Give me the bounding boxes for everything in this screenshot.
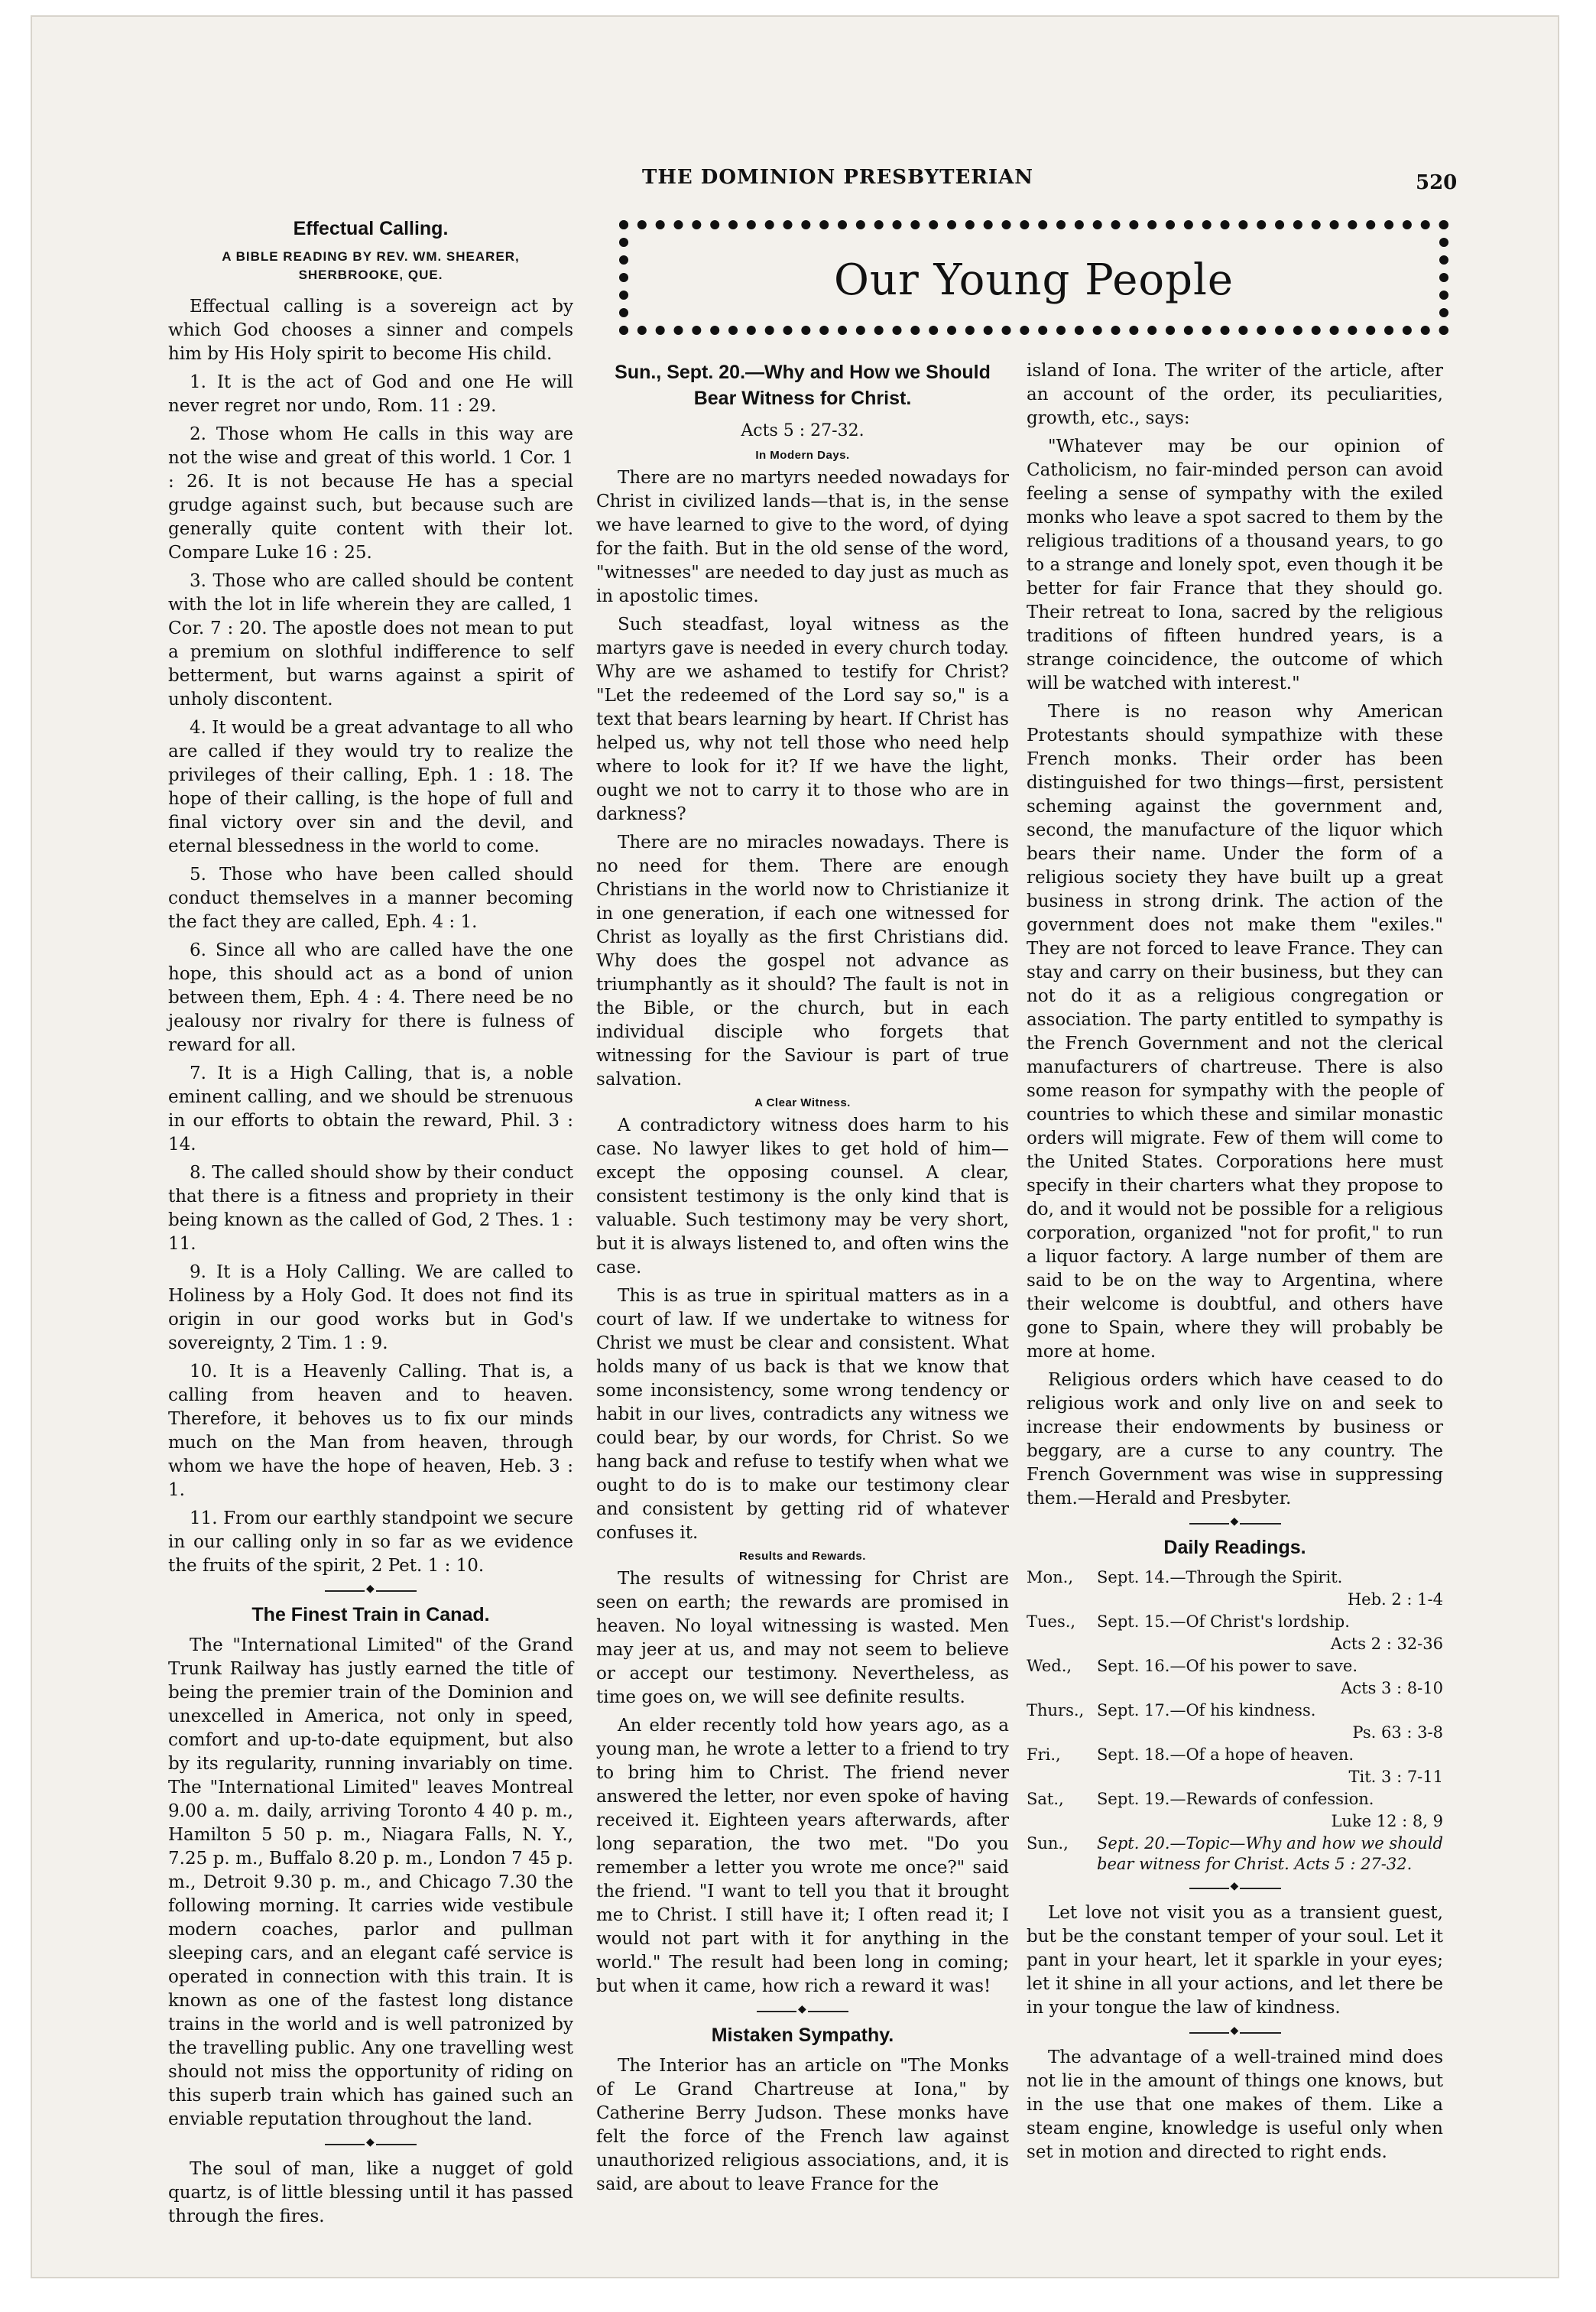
paragraph: There are no martyrs needed nowadays for Christ in civilized lands—that is, in the sense we have learned to give to the word, of dying for the faith. But in the old sense of the word, "witnesses" are needed to day just as much as in apostolic times. — [596, 468, 1009, 606]
paragraph: There is no reason why American Protestants should sympathize with these French monks. Their order has been distinguished for two things—first, persistent scheming against the government and, second, the manufacture of the liquor which bears their name. Under the form of a religious society they have built up a great business in strong drink. The action of the government does not make them "exiles." They are not forced to leave France. They can stay and carry on their business, but they can not do it as a religious congregation or association. The party entitled to sympathy is the French Government and not the clerical manufacturers of chartreuse. There is also some reason for sympathy with the people of countries to which these and similar monastic orders will migrate. Few of them will come to the United States. Corporations here must specify in their charters what they propose to do, and it would not be possible for a religious corporation, organized "not for profit," to run a liquor factory. A large number of them are said to be on the way to Argentina, where their welcome is doubtful, and others have gone to Spain, where they will probably be more at home. — [1027, 702, 1443, 1362]
table-row — [1027, 1677, 1443, 1700]
witness-title: Sun., Sept. 20.—Why and How we Should Bear Witness for Christ. — [615, 362, 991, 409]
effectual-calling-body — [168, 295, 573, 1578]
paragraph: An elder recently told how years ago, as a young man, he wrote a letter to a friend to try to bring him to Christ. The friend never answered the letter, nor even spoke of having received it. Eighteen years afterwards, after long separation, the two met. "Do you remember a letter you wrote me once?" said the friend. "I want to tell you that it brought me to Christ. I still have it; I often read it; I would not part with it for anything in the world." The result had been long in coming; but when it came, how rich a reward it was! — [596, 1716, 1009, 1996]
paragraph: 1. It is the act of God and one He will never regret nor undo, Rom. 11 : 29. — [168, 372, 573, 416]
reading-text: Sept. 20.—Topic—Why and how we should bear witness for Christ. Acts 5 : 27-32. — [1097, 1834, 1443, 1873]
table-row — [1027, 1722, 1443, 1744]
reading-ref: Heb. 2 : 1-4 — [1347, 1590, 1443, 1609]
reading-day: Sat., — [1027, 1790, 1064, 1808]
section-divider — [1189, 1888, 1281, 1889]
effectual-calling-byline: A BIBLE READING BY REV. WM. SHEARER, SHERBROOKE, QUE. — [222, 249, 520, 282]
section-divider — [1189, 1523, 1281, 1525]
paragraph: This is as true in spiritual matters as in a court of law. If we undertake to witness for Christ we must be clear and consistent. What holds many of us back is that we know that some inconsistency, some wrong tendency or habit in our lives, contradicts any witness we could bear, by our words, for Christ. So we hang back and refuse to testify when what we ought to do is to make our testimony clear and consistent by getting rid of whatever confuses it. — [596, 1286, 1009, 1543]
paragraph: The Interior has an article on "The Monks of Le Grand Chartreuse at Iona," by Catherine Berry Judson. These monks have felt the force of the French law against unauthorized religious associations, and, it is said, are about to leave France for the — [596, 2056, 1009, 2194]
reading-ref: Ps. 63 : 3-8 — [1352, 1723, 1443, 1742]
banner-title: Our Young People — [833, 255, 1234, 305]
daily-readings-title: Daily Readings. — [1163, 1537, 1306, 1558]
love-maxim: Let love not visit you as a transient guest, but be the constant temper of your soul. Let it pant in your heart, let it sparkle in your eyes; let it shine in all your actions, and let there be in your tongue the law of kindness. — [1027, 1903, 1443, 2018]
running-head: THE DOMINION PRESBYTERIAN — [642, 166, 1034, 189]
paragraph: 4. It would be a great advantage to all who are called if they would try to realize the privileges of their calling, Eph. 1 : 18. The hope of their calling, is the hope of full and final victory over sin and the devil, and eternal blessedness in the world to come. — [168, 718, 573, 856]
paragraph: The results of witnessing for Christ are seen on earth; the rewards are promised in heaven. No loyal witnessing is wasted. Men may jeer at us, and may not seem to believe or accept our testimony. Nevertheless, as time goes on, we will see definite results. — [596, 1569, 1009, 1707]
newspaper-page — [31, 15, 1559, 2278]
paragraph: Religious orders which have ceased to do religious work and only live on and seek to increase their endowments by business or beggary, are a curse to any country. The French Government was wise in suppressing them.—Herald and Presbyter. — [1027, 1370, 1443, 1508]
reading-text: Sept. 18.—Of a hope of heaven. — [1097, 1745, 1354, 1764]
daily-readings-table — [1027, 1567, 1443, 1875]
paragraph: There are no miracles nowadays. There is no need for them. There are enough Christians in the world now to Christianize it in one generation, if each one witnessed for Christ as loyally as the first Christians did. Why does the gospel not advance as triumphantly as it should? The fault is not in the Bible, or the church, but in each individual disciple who forgets that witnessing for the Saviour is part of true salvation. — [596, 833, 1009, 1089]
reading-day: Thurs., — [1027, 1701, 1085, 1719]
section-banner — [619, 220, 1448, 335]
table-row — [1027, 1611, 1443, 1633]
table-row — [1027, 1744, 1443, 1766]
table-row — [1027, 1788, 1443, 1810]
reading-ref: Luke 12 : 8, 9 — [1331, 1812, 1443, 1830]
table-row — [1027, 1700, 1443, 1722]
paragraph: Such steadfast, loyal witness as the martyrs gave is needed in every church today. Why are we ashamed to testify for Christ? "Let the redeemed of the Lord say so," is a text that bears learning by heart. If Christ has helped us, why not tell those who need help where to look for it? If we have the light, ought we not to carry it to those who are in darkness? — [596, 615, 1009, 824]
paragraph: 8. The called should show by their conduct that there is a fitness and propriety in their being known as the called of God, 2 Thes. 1 : 11. — [168, 1163, 573, 1254]
table-row — [1027, 1655, 1443, 1677]
section-divider — [325, 1590, 417, 1592]
table-row — [1027, 1589, 1443, 1611]
reading-ref: Acts 2 : 32-36 — [1330, 1635, 1443, 1653]
table-row — [1027, 1833, 1443, 1875]
mistaken-sympathy-title: Mistaken Sympathy. — [711, 2025, 894, 2046]
paragraph: 2. Those whom He calls in this way are not the wise and great of this world. 1 Cor. 1 : 26. It is not because He has a special grudge against such, but because such are generally quite content with their lot. Compare Luke 16 : 25. — [168, 424, 573, 563]
witness-scripture-ref: Acts 5 : 27-32. — [741, 421, 864, 440]
effectual-calling-title: Effectual Calling. — [293, 218, 449, 239]
table-row — [1027, 1810, 1443, 1833]
section-divider — [1189, 2032, 1281, 2034]
paragraph: "Whatever may be our opinion of Catholicism, no fair-minded person can avoid feeling a sense of sympathy with the exiled monks who leave a spot sacred to them by the religious traditions of a thousand years, to go to a strange and lonely spot, even though it be better for fair France that they should go. Their retreat to Iona, sacred by the religious traditions of fifteen hundred years, is a strange coincidence, the outcome of which will be watched with interest." — [1027, 437, 1443, 693]
table-row — [1027, 1633, 1443, 1655]
reading-day: Tues., — [1027, 1612, 1076, 1631]
table-row — [1027, 1567, 1443, 1589]
subhead-results-rewards: Results and Rewards. — [739, 1550, 866, 1563]
paragraph: Effectual calling is a sovereign act by which God chooses a sinner and compels him by His Holy spirit to become His child. — [168, 297, 573, 364]
reading-day: Mon., — [1027, 1568, 1074, 1586]
mind-maxim: The advantage of a well-trained mind does not lie in the amount of things one knows, but in the use that one makes of them. Like a steam engine, knowledge is useful only when set in motion and directed to right ends. — [1027, 2047, 1443, 2162]
section-divider — [325, 2144, 417, 2145]
paragraph: 6. Since all who are called have the one hope, this should act as a bond of union between them, Eph. 4 : 4. There need be no jealousy nor rivalry for there is fulness of reward for all. — [168, 940, 573, 1055]
reading-ref: Tit. 3 : 7-11 — [1348, 1768, 1443, 1786]
paragraph: 5. Those who have been called should conduct themselves in a manner becoming the fact they are called, Eph. 4 : 1. — [168, 865, 573, 932]
reading-day: Wed., — [1027, 1657, 1072, 1675]
column-left — [168, 210, 573, 2233]
column-middle — [596, 359, 1009, 2201]
paragraph: 10. It is a Heavenly Calling. That is, a calling from heaven and to heaven. Therefore, it behoves us to fix our minds much on the Man from heaven, through whom we have the hope of heaven, Heb. 3 : 1. — [168, 1362, 573, 1500]
subhead-modern-days: In Modern Days. — [755, 449, 850, 462]
finest-train-title: The Finest Train in Canad. — [251, 1604, 490, 1625]
table-row — [1027, 1766, 1443, 1788]
reading-day: Sun., — [1027, 1834, 1069, 1853]
reading-ref: Acts 3 : 8-10 — [1341, 1679, 1443, 1697]
column-right — [1027, 359, 1443, 2169]
section-divider — [757, 2011, 848, 2012]
reading-text: Sept. 17.—Of his kindness. — [1097, 1701, 1316, 1719]
paragraph: 11. From our earthly standpoint we secure in our calling only in so far as we evidence the fruits of the spirit, 2 Pet. 1 : 10. — [168, 1508, 573, 1576]
paragraph: 7. It is a High Calling, that is, a noble eminent calling, and we should be strenuous in our efforts to obtain the reward, Phil. 3 : 14. — [168, 1063, 573, 1154]
closing-maxim: The soul of man, like a nugget of gold quartz, is of little blessing until it has passed through the fires. — [168, 2159, 573, 2226]
page-number: 520 — [1416, 171, 1458, 194]
reading-text: Sept. 14.—Through the Spirit. — [1097, 1568, 1343, 1586]
paragraph: The "International Limited" of the Grand Trunk Railway has justly earned the title of being the premier train of the Dominion and unexcelled in America, not only in speed, comfort and up-to-date equipment, but also by its regularity, running invariably on time. The "International Limited" leaves Montreal 9.00 a. m. daily, arriving Toronto 4 40 p. m., Hamilton 5 50 p. m., Niagara Falls, N. Y., 7.25 p. m., Buffalo 8.20 p. m., London 7 45 p. m., Detroit 9.30 p. m., and Chicago 7.30 the following morning. It carries wide vestibule modern coaches, parlor and pullman sleeping cars, and an elegant café service is operated in connection with this train. It is known as one of the fastest long distance trains in the world and is well patronized by the travelling public. Any one travelling west should not miss the opportunity of riding on this superb train which has gained such an enviable reputation throughout the land. — [168, 1635, 573, 2129]
reading-text: Sept. 15.—Of Christ's lordship. — [1097, 1612, 1350, 1631]
paragraph: A contradictory witness does harm to his case. No lawyer likes to get hold of him—except the opposing counsel. A clear, consistent testimony is the only kind that is valuable. Such testimony may be very short, but it is always listened to, and often wins the case. — [596, 1115, 1009, 1278]
reading-day: Fri., — [1027, 1745, 1061, 1764]
paragraph: 3. Those who are called should be content with the lot in life wherein they are called, 1 Cor. 7 : 20. The apostle does not mean to put a premium on slothful indifference to self betterment, but warns against a spirit of unholy discontent. — [168, 571, 573, 710]
reading-text: Sept. 19.—Rewards of confession. — [1097, 1790, 1374, 1808]
reading-text: Sept. 16.—Of his power to save. — [1097, 1657, 1358, 1675]
paragraph: island of Iona. The writer of the article, after an account of the order, its peculiarities, growth, etc., says: — [1027, 361, 1443, 428]
subhead-clear-witness: A Clear Witness. — [754, 1096, 851, 1109]
paragraph: 9. It is a Holy Calling. We are called to Holiness by a Holy God. It does not find its origin in our good works but in God's sovereignty, 2 Tim. 1 : 9. — [168, 1262, 573, 1353]
